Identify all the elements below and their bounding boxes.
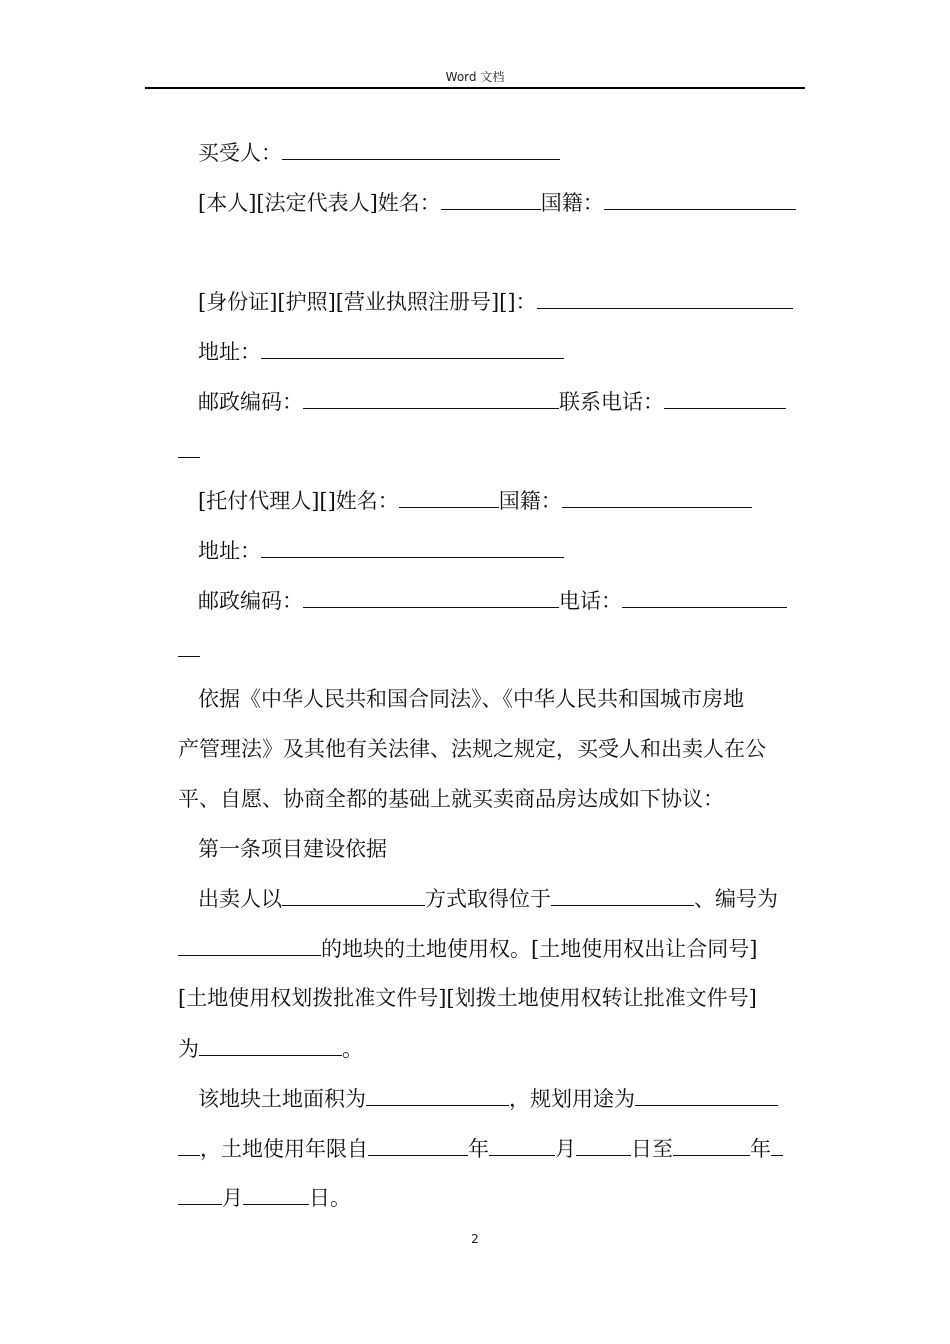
phone-label: 电话： bbox=[559, 589, 622, 613]
rep-name-blank[interactable] bbox=[441, 189, 541, 210]
seller-text-c: 、编号为 bbox=[694, 887, 778, 911]
agent-postcode-blank[interactable] bbox=[303, 587, 559, 608]
term-text-a: ，土地使用年限自 bbox=[200, 1137, 368, 1161]
id-label: [身份证][护照][营业执照注册号][]： bbox=[198, 290, 537, 314]
address-blank[interactable] bbox=[261, 338, 564, 359]
seller-text-b: 方式取得位于 bbox=[425, 887, 551, 911]
usage-blank-cont[interactable] bbox=[178, 1135, 200, 1156]
end-month-blank-start[interactable] bbox=[771, 1135, 783, 1156]
id-line bbox=[198, 288, 838, 315]
area-line bbox=[198, 1085, 838, 1112]
area-text-b: ，规划用途为 bbox=[509, 1087, 635, 1111]
usage-blank[interactable] bbox=[635, 1085, 778, 1106]
postcode-line bbox=[198, 388, 838, 415]
day-end-label: 日。 bbox=[309, 1186, 351, 1210]
year-label: 年 bbox=[468, 1137, 489, 1161]
agent-nationality-blank[interactable] bbox=[562, 487, 752, 508]
end-day-blank[interactable] bbox=[243, 1184, 309, 1205]
agent-address-blank[interactable] bbox=[261, 537, 564, 558]
postcode-label: 邮政编码： bbox=[198, 390, 303, 414]
agent-postcode-label: 邮政编码： bbox=[198, 589, 303, 613]
agent-name-blank[interactable] bbox=[399, 487, 499, 508]
acquire-method-blank[interactable] bbox=[282, 885, 425, 906]
agent-line bbox=[198, 487, 838, 514]
plot-text-c-a: 为 bbox=[178, 1037, 199, 1061]
page-header: Word 文档 bbox=[445, 70, 505, 84]
plot-number-blank[interactable] bbox=[178, 935, 321, 956]
contact-phone-blank-cont[interactable] bbox=[178, 437, 200, 458]
basis-line-1: 依据《中华人民共和国合同法》、《中华人民共和国城市房地 bbox=[198, 687, 744, 711]
agent-address-line bbox=[198, 537, 838, 564]
term-line-2 bbox=[178, 1184, 818, 1211]
page-number: 2 bbox=[471, 1232, 479, 1246]
basis-line-3: 平、自愿、协商全都的基础上就买卖商品房达成如下协议： bbox=[178, 787, 724, 811]
postcode-blank[interactable] bbox=[303, 388, 559, 409]
contact-phone-blank[interactable] bbox=[664, 388, 786, 409]
rep-name-label: [本人][法定代表人]姓名： bbox=[198, 191, 441, 215]
location-blank[interactable] bbox=[551, 885, 694, 906]
day-to-label: 日至 bbox=[631, 1137, 673, 1161]
article-1-title: 第一条项目建设依据 bbox=[198, 837, 387, 861]
nationality-label: 国籍： bbox=[540, 191, 604, 215]
buyer-label: 买受人： bbox=[198, 141, 282, 165]
start-day-blank[interactable] bbox=[576, 1135, 631, 1156]
seller-text-a: 出卖人以 bbox=[198, 887, 282, 911]
address-line bbox=[198, 338, 838, 365]
contact-phone-label: 联系电话： bbox=[559, 390, 664, 414]
nationality-blank[interactable] bbox=[604, 189, 796, 210]
seller-line bbox=[198, 885, 838, 912]
plot-text-c-b: 。 bbox=[342, 1037, 363, 1061]
postcode-line-wrap bbox=[178, 437, 818, 464]
address-label: 地址： bbox=[198, 340, 261, 364]
agent-postcode-line-wrap bbox=[178, 636, 818, 663]
year-label-2: 年 bbox=[750, 1137, 771, 1161]
plot-line-2: [土地使用权划拨批准文件号][划拨土地使用权转让批准文件号] bbox=[178, 986, 757, 1010]
phone-blank[interactable] bbox=[622, 587, 787, 608]
basis-line-2: 产管理法》及其他有关法律、法规之规定，买受人和出卖人在公 bbox=[178, 737, 766, 761]
end-year-blank[interactable] bbox=[673, 1135, 750, 1156]
id-blank[interactable] bbox=[537, 288, 793, 309]
end-month-blank[interactable] bbox=[178, 1184, 222, 1205]
document-number-blank[interactable] bbox=[199, 1035, 342, 1056]
agent-postcode-line bbox=[198, 587, 838, 614]
month-label: 月 bbox=[555, 1137, 576, 1161]
representative-line bbox=[198, 189, 838, 216]
start-year-blank[interactable] bbox=[368, 1135, 468, 1156]
buyer-line bbox=[198, 139, 838, 166]
buyer-blank[interactable] bbox=[282, 139, 560, 160]
header-rule bbox=[145, 87, 805, 89]
agent-name-label: [托付代理人][]姓名： bbox=[198, 489, 399, 513]
plot-line-1 bbox=[178, 935, 818, 962]
area-blank[interactable] bbox=[366, 1085, 509, 1106]
plot-line-3 bbox=[178, 1035, 818, 1062]
term-line-1 bbox=[178, 1135, 818, 1162]
phone-blank-cont[interactable] bbox=[178, 636, 200, 657]
plot-text-a: 的地块的土地使用权。[土地使用权出让合同号] bbox=[321, 937, 758, 961]
agent-nationality-label: 国籍： bbox=[498, 489, 562, 513]
start-month-blank[interactable] bbox=[489, 1135, 555, 1156]
area-text-a: 该地块土地面积为 bbox=[198, 1087, 366, 1111]
month-label-2: 月 bbox=[222, 1186, 243, 1210]
agent-address-label: 地址： bbox=[198, 539, 261, 563]
